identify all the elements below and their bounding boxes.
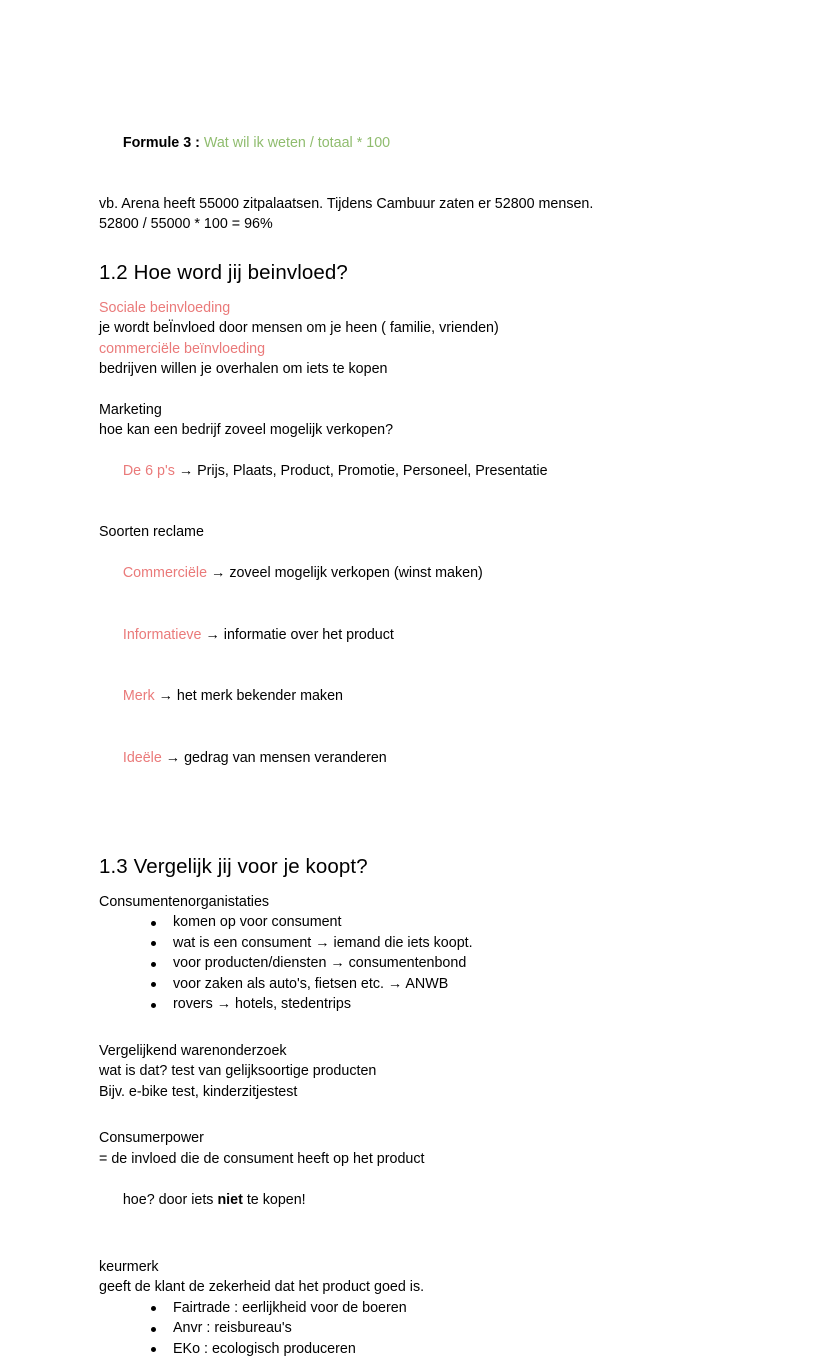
document-body: [99, 112, 739, 1359]
heading-1-2: 1.2 Hoe word jij beinvloed?: [99, 259, 739, 287]
formula-expression: Wat wil ik weten / totaal * 100: [204, 135, 390, 151]
heading-1-3: 1.3 Vergelijk jij voor je koopt?: [99, 853, 739, 881]
spacer: [99, 502, 739, 522]
spacer: [99, 1015, 739, 1041]
marketing-title: Marketing: [99, 400, 739, 421]
list-item: voor zaken als auto's, fietsen etc. → ANWB: [151, 974, 739, 995]
warenonderzoek-line-1: wat is dat? test van gelijksoortige producten: [99, 1061, 739, 1082]
marketing-question: hoe kan een bedrijf zoveel mogelijk verkopen?: [99, 420, 739, 441]
list-item: EKo : ecologisch produceren: [151, 1339, 739, 1359]
reclame-type-row: [99, 727, 739, 789]
consumerpower-emphasis: niet: [217, 1192, 242, 1208]
list-item: komen op voor consument: [151, 912, 739, 933]
keurmerk-line-1: geeft de klant de zekerheid dat het product goed is.: [99, 1277, 739, 1298]
spacer: [99, 235, 739, 259]
reclame-type-text: gedrag van mensen veranderen: [184, 750, 387, 766]
commercial-influence-text: bedrijven willen je overhalen om iets te kopen: [99, 359, 739, 380]
list-item: Fairtrade : eerlijkheid voor de boeren: [151, 1298, 739, 1319]
spacer: [99, 174, 739, 194]
reclame-type-text: het merk bekender maken: [177, 688, 343, 704]
consumerpower-suffix: te kopen!: [243, 1192, 306, 1208]
six-ps-text: Prijs, Plaats, Product, Promotie, Personeel, Presentatie: [197, 463, 547, 479]
keurmerk-title: keurmerk: [99, 1257, 739, 1278]
reclame-title: Soorten reclame: [99, 522, 739, 543]
reclame-type-row: [99, 543, 739, 605]
arrow-icon: →: [211, 565, 225, 581]
example-line-2: 52800 / 55000 * 100 = 96%: [99, 214, 739, 235]
warenonderzoek-line-2: Bijv. e-bike test, kinderzitjestest: [99, 1082, 739, 1103]
spacer: [99, 1102, 739, 1128]
six-ps-line: [99, 441, 739, 503]
arrow-icon: →: [206, 627, 220, 643]
formula-label: Formule 3 :: [123, 135, 200, 151]
example-line-1: vb. Arena heeft 55000 zitpalaatsen. Tijdens Cambuur zaten er 52800 mensen.: [99, 194, 739, 215]
list-item: Anvr : reisbureau's: [151, 1318, 739, 1339]
social-influence-text: je wordt beÏnvloed door mensen om je heen ( familie, vrienden): [99, 318, 739, 339]
reclame-type-label: Ideële: [123, 750, 162, 766]
commercial-influence-label: commerciële beïnvloeding: [99, 339, 739, 360]
reclame-type-row: [99, 666, 739, 728]
keurmerk-list: [99, 1298, 739, 1359]
organisations-list: [99, 912, 739, 1015]
list-item: voor producten/diensten → consumentenbond: [151, 953, 739, 974]
reclame-type-label: Commerciële: [123, 565, 207, 581]
formula-line: [99, 112, 739, 174]
spacer: [99, 881, 739, 892]
reclame-type-label: Merk: [123, 688, 155, 704]
list-item: wat is een consument → iemand die iets koopt.: [151, 933, 739, 954]
reclame-type-text: informatie over het product: [224, 627, 394, 643]
six-ps-label: De 6 p's: [123, 463, 175, 479]
reclame-type-row: [99, 604, 739, 666]
arrow-icon: →: [159, 688, 173, 704]
arrow-icon: →: [179, 463, 193, 479]
arrow-icon: →: [166, 750, 180, 766]
consumerpower-prefix: hoe? door iets: [123, 1192, 218, 1208]
spacer: [99, 789, 739, 829]
warenonderzoek-title: Vergelijkend warenonderzoek: [99, 1041, 739, 1062]
social-influence-label: Sociale beinvloeding: [99, 298, 739, 319]
reclame-type-text: zoveel mogelijk verkopen (winst maken): [229, 565, 482, 581]
spacer: [99, 287, 739, 298]
list-item: rovers → hotels, stedentrips: [151, 994, 739, 1015]
organisations-title: Consumentenorganistaties: [99, 892, 739, 913]
consumerpower-line-2: [99, 1169, 739, 1231]
spacer: [99, 829, 739, 853]
consumerpower-title: Consumerpower: [99, 1128, 739, 1149]
spacer: [99, 1231, 739, 1257]
spacer: [99, 380, 739, 400]
consumerpower-line-1: = de invloed die de consument heeft op het product: [99, 1149, 739, 1170]
reclame-type-label: Informatieve: [123, 627, 202, 643]
